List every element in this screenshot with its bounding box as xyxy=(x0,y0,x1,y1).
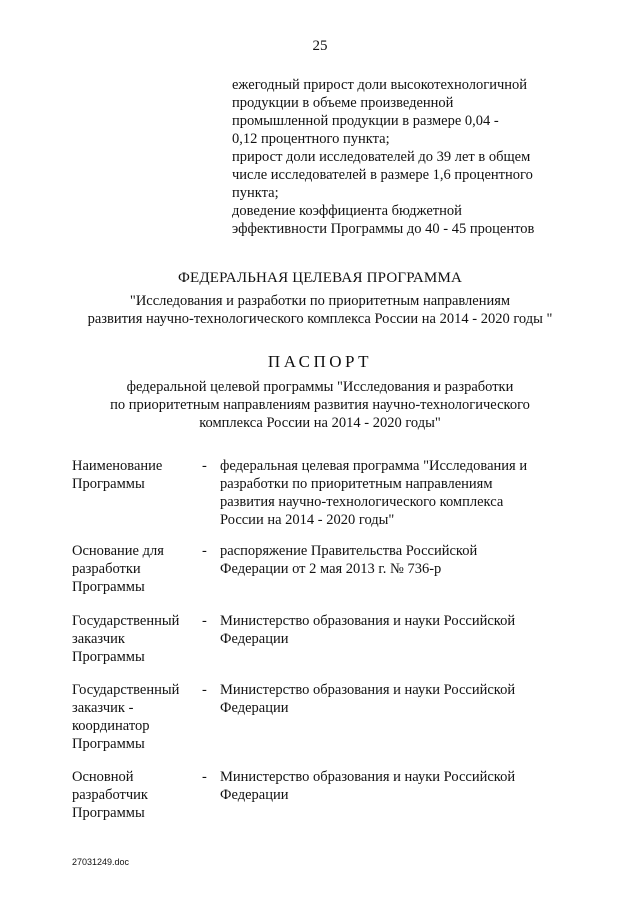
row-label xyxy=(72,681,200,753)
intro-line: 0,12 процентного пункта; xyxy=(232,131,390,147)
intro-line: продукции в объеме произведенной xyxy=(232,95,454,111)
row-label-line: Государственный xyxy=(72,613,180,629)
row-value xyxy=(220,457,572,529)
row-value-line: России на 2014 - 2020 годы" xyxy=(220,512,395,528)
program-subtitle xyxy=(0,292,640,328)
row-value-line: Федерации xyxy=(220,700,289,716)
row-label-line: координатор xyxy=(72,718,150,734)
intro-line: эффективности Программы до 40 - 45 процентов xyxy=(232,221,535,237)
intro-line: ежегодный прирост доли высокотехнологичной xyxy=(232,77,528,93)
row-label xyxy=(72,612,200,666)
row-dash: - xyxy=(202,458,207,474)
row-label-line: Наименование xyxy=(72,458,163,474)
row-label-line: Программы xyxy=(72,736,145,752)
row-value xyxy=(220,542,572,578)
intro-line: прирост доли исследователей до 39 лет в общем xyxy=(232,149,531,165)
page-number: 25 xyxy=(312,38,328,54)
row-value xyxy=(220,768,572,804)
passport-subtitle xyxy=(0,378,640,432)
row-dash: - xyxy=(202,682,207,698)
row-value-line: Министерство образования и науки Российской xyxy=(220,769,516,785)
row-label xyxy=(72,768,200,822)
row-dash: - xyxy=(202,769,207,785)
row-label-line: Основание для xyxy=(72,543,164,559)
row-value-line: федеральная целевая программа "Исследования и xyxy=(220,458,528,474)
intro-line: пункта; xyxy=(232,185,279,201)
row-dash: - xyxy=(202,543,207,559)
intro-text xyxy=(232,76,572,238)
intro-line: доведение коэффициента бюджетной xyxy=(232,203,462,219)
row-label-line: Программы xyxy=(72,649,145,665)
row-label-line: заказчик xyxy=(72,631,125,647)
row-label xyxy=(72,457,200,493)
row-label-line: Программы xyxy=(72,579,145,595)
row-value-line: развития научно-технологического комплекса xyxy=(220,494,504,510)
row-label xyxy=(72,542,200,596)
program-title: ФЕДЕРАЛЬНАЯ ЦЕЛЕВАЯ ПРОГРАММА xyxy=(177,270,463,286)
row-label-line: заказчик - xyxy=(72,700,134,716)
row-value-line: Федерации xyxy=(220,631,289,647)
row-value-line: распоряжение Правительства Российской xyxy=(220,543,478,559)
row-label-line: Программы xyxy=(72,476,145,492)
footer-file-name: 27031249.doc xyxy=(72,857,130,867)
program-subtitle-line: развития научно-технологического комплекса России на 2014 - 2020 годы " xyxy=(87,311,553,327)
row-value-line: Министерство образования и науки Российской xyxy=(220,613,516,629)
row-dash: - xyxy=(202,613,207,629)
row-value xyxy=(220,681,572,717)
row-label-line: Программы xyxy=(72,805,145,821)
passport-subtitle-line: по приоритетным направлениям развития научно-технологического xyxy=(110,397,530,413)
row-label-line: разработки xyxy=(72,561,141,577)
row-value-line: разработки по приоритетным направлениям xyxy=(220,476,493,492)
passport-title: ПАСПОРТ xyxy=(267,352,373,371)
passport-subtitle-line: комплекса России на 2014 - 2020 годы" xyxy=(199,415,441,431)
row-value-line: Федерации xyxy=(220,787,289,803)
program-subtitle-line: "Исследования и разработки по приоритетным направлениям xyxy=(129,293,511,309)
row-value xyxy=(220,612,572,648)
row-label-line: Государственный xyxy=(72,682,180,698)
intro-line: числе исследователей в размере 1,6 процентного xyxy=(232,167,533,183)
passport-subtitle-line: федеральной целевой программы "Исследования и разработки xyxy=(126,379,514,395)
row-label-line: Основной xyxy=(72,769,134,785)
intro-line: промышленной продукции в размере 0,04 - xyxy=(232,113,499,129)
row-label-line: разработчик xyxy=(72,787,148,803)
row-value-line: Министерство образования и науки Российской xyxy=(220,682,516,698)
row-value-line: Федерации от 2 мая 2013 г. № 736-р xyxy=(220,561,442,577)
